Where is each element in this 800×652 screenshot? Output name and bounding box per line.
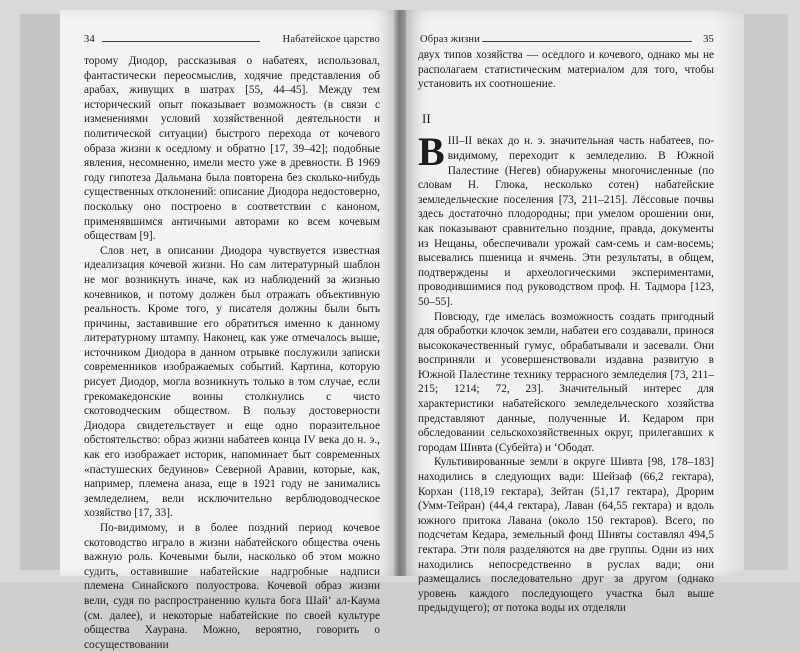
right-page-number: 35 xyxy=(703,34,714,45)
right-page-edges xyxy=(744,14,788,570)
section-number: II xyxy=(422,110,431,126)
paragraph: Слов нет, в описании Диодора чувствуется известная идеализация кочевой жизни. Но сам литературный шаблон не мог возникнуть иначе, как из наблюдений за жизнью кочевников, и потому должен был отражать объективную реальность. Кроме того, у писателя должны были быть причины, заставившие его обратиться именно к данному литературному штампу. Наконец, как уже отмечалось выше, источником Диодора в данном отрывке послужили записки современников изображаемых событий. Картина, которую рисует Диодор, могла возникнуть только в том случае, если грекомакедонские воины столкнулись с чисто скотоводческим обществом. В пользу достоверности Диодора свидетельствует и еще одно поразительное обстоятельство: образ жизни набатеев конца IV века до н. э., как его изображает историк, напоминает быт современных «пастушеских бедуинов» Северной Аравии, которые, как, например, племена аназа, еще в 1921 году не занимались земледелием, вели исключительно верблюдоводческое хозяйство [17, 33]. xyxy=(84,244,380,520)
left-running-head: Набатейское царство xyxy=(282,34,380,45)
paragraph: Повсюду, где имелась возможность создать пригодный для обработки клочок земли, набатеи его создавали, принося высококачественный гумус, обрабатывали и засевали. Они восприняли и усовершенствовали издавна развитую в Южной Палестине технику террасного земледелия [73, 211–215; 1214; 72, 23]. Значительный интерес для характеристики набатейского земледельческого хозяйства представляют данные, полученные И. Кедаром при обследовании сельскохозяйственных округ, прилегавших к городам Шивта (Субейта) и ‘Ободат. xyxy=(418,310,714,454)
right-header-rule xyxy=(482,41,692,42)
paragraph-text: III–II веках до н. э. значительная часть набатеев, по-видимому, перexодит к земледелию. В Южной Палестине (Негев) обнаружены многочисленные (по словам Н. Глюка, несколько сотен) набатейские земледельческие поселения [73, 211–215]. Лёссовые почвы здесь достаточно плодородны; при умелом орошении они, как показывают сравнительно поздние, правда, документы из Нещаны, обеспечивали урожай сам-семь и сам-восемь; высевались пшеница и ячмень. Эти результаты, в общем, подтверждены и археологическими экспериментами, проводившимися под руководством проф. Н. Тадмора [123, 50–55]. xyxy=(418,135,714,308)
left-text-column xyxy=(84,54,380,652)
paragraph: По-видимому, и в более поздний период кочевое скотоводство играло в жизни набатейского общества очень важную роль. Кочевыми были, насколько об этом можно судить, оставившие набатейские надгробные надписи племена Синайского полуострова. Кочевой образ жизни вели, судя по распространению культа бога Шай‘ ал-Каума (см. далее), и некоторые набатейские по своей культуре общества Хаурана. Можно, вероятно, говорить о сосуществовании xyxy=(84,522,380,651)
left-page-edges xyxy=(20,14,60,570)
paragraph: торому Диодор, рассказывая о набатеях, использовал, фантастически переосмыслив, ходячие представления об арабах, живущих в шатрах [55, 44–45]. Между тем исторический опыт показывает возможность (в связи с изменениями условий хозяйственной деятельности и политической ситуации) быстрого перехода от кочевого образа жизни к оседлому и обратно [17, 39–42]; подобные явления, несомненно, имели место уже в древности. В 1969 году гипотеза Дальмана была повторена без сколько-нибудь существенных отклонений: описание Диодора недостоверно, поскольку оно построено в соответствии с каноном, применявшимся античными авторами ко всем кочевым обществам [9]. xyxy=(84,55,380,243)
book-gutter xyxy=(394,10,406,576)
right-page-shadow xyxy=(714,10,744,576)
right-text-column xyxy=(418,48,714,616)
left-header-rule xyxy=(102,41,260,42)
paragraph-with-dropcap xyxy=(418,129,714,309)
paragraph: Культивированные земли в округе Шивта [98, 178–183] находились в следующих вади: Шейзаф (66,2 гектара), Корхан (118,19 гектара), Зейтан (51,17 гектара), Дрорим (Умм-Тейран) (44,4 гектара), Лаван (64,55 гектара) и вдоль южного притока Лавана (около 150 гектаров). Всего, по подсчетам Кедара, земельный фонд Шивты составлял 494,5 гектара. Эти поля разделяются на две группы. Одни из них находились непосредственно в руслах вади; они размещались последовательно друг за другом (однако уровень каждого последующего участка был выше предыдущего); от потока воды их отделяли xyxy=(418,456,714,615)
left-page-number: 34 xyxy=(84,34,95,45)
dropcap: В xyxy=(418,129,445,175)
right-running-head: Образ жизни xyxy=(420,34,481,45)
paragraph: двух типов хозяйства — оседлого и кочевого, однако мы не располагаем статистическим материалом для того, чтобы установить их соотношение. xyxy=(418,49,714,91)
